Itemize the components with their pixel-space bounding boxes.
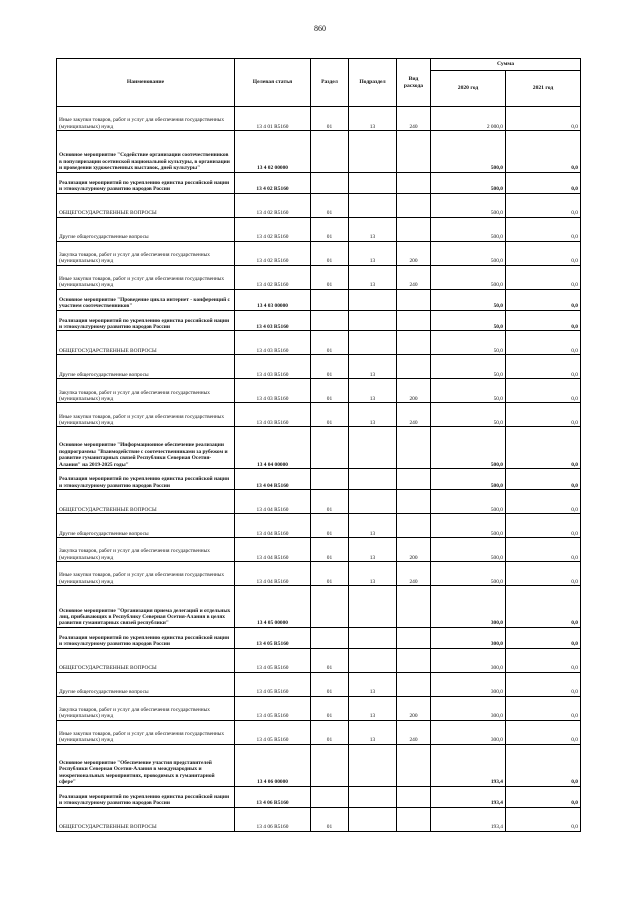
row-amount-2021: 0,0 bbox=[506, 331, 581, 355]
row-section bbox=[311, 131, 349, 173]
row-code: 13 4 04 00000 bbox=[235, 427, 311, 469]
row-expense-type: 240 bbox=[397, 720, 431, 744]
row-expense-type: 200 bbox=[397, 538, 431, 562]
row-section bbox=[311, 744, 349, 786]
row-name: Другие общегосударственные вопросы bbox=[57, 514, 235, 538]
row-amount-2020: 300,0 bbox=[431, 672, 506, 696]
header-section: Раздел bbox=[311, 59, 349, 107]
row-amount-2021: 0,0 bbox=[506, 586, 581, 628]
row-amount-2020: 300,0 bbox=[431, 648, 506, 672]
row-section: 01 bbox=[311, 331, 349, 355]
row-amount-2021: 0,0 bbox=[506, 562, 581, 586]
table-row bbox=[57, 490, 581, 514]
row-amount-2020: 500,0 bbox=[431, 172, 506, 193]
table-row bbox=[57, 720, 581, 744]
row-subsection: 13 bbox=[349, 241, 397, 265]
row-subsection bbox=[349, 807, 397, 831]
row-subsection bbox=[349, 131, 397, 173]
row-expense-type bbox=[397, 355, 431, 379]
row-code: 13 4 02 R5160 bbox=[235, 193, 311, 217]
row-amount-2020: 193,4 bbox=[431, 744, 506, 786]
table-header bbox=[57, 59, 581, 107]
row-amount-2021: 0,0 bbox=[506, 241, 581, 265]
row-subsection bbox=[349, 786, 397, 807]
row-section: 01 bbox=[311, 720, 349, 744]
row-code: 13 4 05 R5160 bbox=[235, 696, 311, 720]
row-section: 01 bbox=[311, 217, 349, 241]
row-code: 13 4 02 00000 bbox=[235, 131, 311, 173]
row-amount-2020: 193,4 bbox=[431, 807, 506, 831]
table-row bbox=[57, 562, 581, 586]
row-amount-2021: 0,0 bbox=[506, 538, 581, 562]
row-section: 01 bbox=[311, 562, 349, 586]
row-code: 13 4 02 R5160 bbox=[235, 217, 311, 241]
row-amount-2021: 0,0 bbox=[506, 265, 581, 289]
row-name: Закупка товаров, работ и услуг для обеспечения государственных (муниципальных) нужд bbox=[57, 379, 235, 403]
row-amount-2020: 500,0 bbox=[431, 490, 506, 514]
row-subsection bbox=[349, 586, 397, 628]
row-amount-2021: 0,0 bbox=[506, 172, 581, 193]
row-name: Иные закупки товаров, работ и услуг для обеспечения государственных (муниципальных) нужд bbox=[57, 265, 235, 289]
row-subsection: 13 bbox=[349, 355, 397, 379]
row-subsection: 13 bbox=[349, 672, 397, 696]
table-row bbox=[57, 696, 581, 720]
table-row bbox=[57, 403, 581, 427]
row-name: Реализация мероприятий по укреплению единства российской нации и этнокультурному развитию народов России bbox=[57, 627, 235, 648]
header-name: Наименование bbox=[57, 59, 235, 107]
table-row bbox=[57, 514, 581, 538]
row-code: 13 4 05 R5160 bbox=[235, 672, 311, 696]
row-code: 13 4 06 R5160 bbox=[235, 786, 311, 807]
row-subsection: 13 bbox=[349, 538, 397, 562]
row-name: ОБЩЕГОСУДАРСТВЕННЫЕ ВОПРОСЫ bbox=[57, 490, 235, 514]
row-section: 01 bbox=[311, 241, 349, 265]
row-subsection: 13 bbox=[349, 265, 397, 289]
row-amount-2020: 50,0 bbox=[431, 379, 506, 403]
table-row bbox=[57, 469, 581, 490]
row-amount-2020: 50,0 bbox=[431, 331, 506, 355]
table-body bbox=[57, 107, 581, 832]
row-amount-2021: 0,0 bbox=[506, 131, 581, 173]
row-section: 01 bbox=[311, 648, 349, 672]
budget-table bbox=[56, 58, 581, 832]
row-subsection bbox=[349, 193, 397, 217]
table-row bbox=[57, 538, 581, 562]
header-year-2020: 2020 год bbox=[431, 71, 506, 107]
row-code: 13 4 04 R5160 bbox=[235, 562, 311, 586]
row-amount-2020: 500,0 bbox=[431, 217, 506, 241]
row-expense-type bbox=[397, 514, 431, 538]
row-code: 13 4 05 R5160 bbox=[235, 720, 311, 744]
row-name: Другие общегосударственные вопросы bbox=[57, 217, 235, 241]
row-amount-2021: 0,0 bbox=[506, 490, 581, 514]
row-section: 01 bbox=[311, 672, 349, 696]
row-expense-type bbox=[397, 490, 431, 514]
table-row bbox=[57, 310, 581, 331]
row-code: 13 4 02 R5160 bbox=[235, 172, 311, 193]
row-subsection: 13 bbox=[349, 107, 397, 131]
row-subsection: 13 bbox=[349, 562, 397, 586]
row-amount-2021: 0,0 bbox=[506, 627, 581, 648]
row-section: 01 bbox=[311, 403, 349, 427]
row-expense-type: 200 bbox=[397, 379, 431, 403]
row-amount-2020: 50,0 bbox=[431, 289, 506, 310]
row-amount-2020: 500,0 bbox=[431, 131, 506, 173]
row-amount-2020: 300,0 bbox=[431, 586, 506, 628]
row-expense-type: 240 bbox=[397, 107, 431, 131]
row-name: ОБЩЕГОСУДАРСТВЕННЫЕ ВОПРОСЫ bbox=[57, 648, 235, 672]
row-subsection: 13 bbox=[349, 379, 397, 403]
row-amount-2021: 0,0 bbox=[506, 514, 581, 538]
row-section: 01 bbox=[311, 355, 349, 379]
row-section bbox=[311, 172, 349, 193]
row-amount-2021: 0,0 bbox=[506, 786, 581, 807]
row-amount-2021: 0,0 bbox=[506, 107, 581, 131]
header-year-2021: 2021 год bbox=[506, 71, 581, 107]
row-name: ОБЩЕГОСУДАРСТВЕННЫЕ ВОПРОСЫ bbox=[57, 331, 235, 355]
table-row bbox=[57, 241, 581, 265]
row-amount-2020: 50,0 bbox=[431, 310, 506, 331]
row-name: Иные закупки товаров, работ и услуг для обеспечения государственных (муниципальных) нужд bbox=[57, 720, 235, 744]
row-code: 13 4 03 R5160 bbox=[235, 331, 311, 355]
row-amount-2020: 500,0 bbox=[431, 469, 506, 490]
row-amount-2020: 500,0 bbox=[431, 265, 506, 289]
table-row bbox=[57, 193, 581, 217]
row-code: 13 4 04 R5160 bbox=[235, 538, 311, 562]
table-row bbox=[57, 744, 581, 786]
row-amount-2021: 0,0 bbox=[506, 427, 581, 469]
row-code: 13 4 03 R5160 bbox=[235, 379, 311, 403]
row-section: 01 bbox=[311, 514, 349, 538]
row-code: 13 4 06 R5160 bbox=[235, 807, 311, 831]
row-code: 13 4 03 R5160 bbox=[235, 355, 311, 379]
row-expense-type bbox=[397, 648, 431, 672]
row-name: Основное мероприятие "Содействие организации соотечественников в популяризации осетинской национальной культуры, в организации и проведении художественных выставок, дней культуры" bbox=[57, 131, 235, 173]
row-amount-2020: 50,0 bbox=[431, 403, 506, 427]
table-row bbox=[57, 786, 581, 807]
table-row bbox=[57, 672, 581, 696]
row-code: 13 4 03 R5160 bbox=[235, 403, 311, 427]
row-section: 01 bbox=[311, 107, 349, 131]
row-expense-type bbox=[397, 744, 431, 786]
row-code: 13 4 03 00000 bbox=[235, 289, 311, 310]
table-row bbox=[57, 627, 581, 648]
row-expense-type bbox=[397, 310, 431, 331]
row-name: Закупка товаров, работ и услуг для обеспечения государственных (муниципальных) нужд bbox=[57, 538, 235, 562]
row-name: Закупка товаров, работ и услуг для обеспечения государственных (муниципальных) нужд bbox=[57, 241, 235, 265]
row-amount-2021: 0,0 bbox=[506, 379, 581, 403]
row-amount-2021: 0,0 bbox=[506, 720, 581, 744]
row-name: Иные закупки товаров, работ и услуг для обеспечения государственных (муниципальных) нужд bbox=[57, 107, 235, 131]
row-code: 13 4 04 R5160 bbox=[235, 469, 311, 490]
row-expense-type bbox=[397, 217, 431, 241]
row-amount-2021: 0,0 bbox=[506, 672, 581, 696]
table-row bbox=[57, 427, 581, 469]
row-expense-type bbox=[397, 586, 431, 628]
row-amount-2020: 300,0 bbox=[431, 696, 506, 720]
row-code: 13 4 06 00000 bbox=[235, 744, 311, 786]
row-section bbox=[311, 310, 349, 331]
row-name: Другие общегосударственные вопросы bbox=[57, 355, 235, 379]
row-section bbox=[311, 289, 349, 310]
row-name: Реализация мероприятий по укреплению единства российской нации и этнокультурному развитию народов России bbox=[57, 786, 235, 807]
header-subsection: Подраздел bbox=[349, 59, 397, 107]
row-name: Иные закупки товаров, работ и услуг для обеспечения государственных (муниципальных) нужд bbox=[57, 403, 235, 427]
row-name: Основное мероприятие "Проведение цикла интернет - конференций с участием соотечественников" bbox=[57, 289, 235, 310]
row-code: 13 4 04 R5160 bbox=[235, 514, 311, 538]
row-amount-2020: 300,0 bbox=[431, 720, 506, 744]
row-name: Реализация мероприятий по укреплению единства российской нации и этнокультурному развитию народов России bbox=[57, 172, 235, 193]
row-amount-2021: 0,0 bbox=[506, 310, 581, 331]
row-expense-type: 200 bbox=[397, 241, 431, 265]
row-code: 13 4 02 R5160 bbox=[235, 241, 311, 265]
row-subsection bbox=[349, 427, 397, 469]
header-code: Целевая статья bbox=[235, 59, 311, 107]
table-row bbox=[57, 807, 581, 831]
table-row bbox=[57, 586, 581, 628]
row-subsection bbox=[349, 627, 397, 648]
row-amount-2021: 0,0 bbox=[506, 648, 581, 672]
row-code: 13 4 03 R5160 bbox=[235, 310, 311, 331]
row-section bbox=[311, 586, 349, 628]
row-expense-type bbox=[397, 331, 431, 355]
row-section: 01 bbox=[311, 538, 349, 562]
row-subsection bbox=[349, 289, 397, 310]
row-section: 01 bbox=[311, 193, 349, 217]
row-subsection: 13 bbox=[349, 720, 397, 744]
table-row bbox=[57, 331, 581, 355]
row-expense-type: 240 bbox=[397, 403, 431, 427]
row-subsection bbox=[349, 490, 397, 514]
row-name: Закупка товаров, работ и услуг для обеспечения государственных (муниципальных) нужд bbox=[57, 696, 235, 720]
row-expense-type: 200 bbox=[397, 696, 431, 720]
table-row bbox=[57, 217, 581, 241]
row-expense-type bbox=[397, 193, 431, 217]
table-row bbox=[57, 172, 581, 193]
row-expense-type bbox=[397, 172, 431, 193]
row-expense-type bbox=[397, 672, 431, 696]
row-subsection: 13 bbox=[349, 217, 397, 241]
row-amount-2021: 0,0 bbox=[506, 807, 581, 831]
row-expense-type bbox=[397, 627, 431, 648]
row-subsection: 13 bbox=[349, 403, 397, 427]
row-amount-2021: 0,0 bbox=[506, 193, 581, 217]
row-name: ОБЩЕГОСУДАРСТВЕННЫЕ ВОПРОСЫ bbox=[57, 807, 235, 831]
row-subsection bbox=[349, 331, 397, 355]
header-expense-type: Вид расхода bbox=[397, 59, 431, 107]
row-name: Основное мероприятие "Информационное обеспечение реализации подпрограммы "Взаимодействие с соотечественниками за рубежом и развитие гуманитарных связей Республики Северная Осетия-Алания" на 2019-2025 годы" bbox=[57, 427, 235, 469]
row-expense-type: 240 bbox=[397, 265, 431, 289]
row-amount-2021: 0,0 bbox=[506, 217, 581, 241]
row-code: 13 4 05 00000 bbox=[235, 586, 311, 628]
row-expense-type bbox=[397, 131, 431, 173]
row-code: 13 4 05 R5160 bbox=[235, 648, 311, 672]
row-name: Основное мероприятие "Обеспечение участия представителей Республики Северная Осетия-Алания в международных и межрегиональных мероприятиях, проводимых в гуманитарной сфере" bbox=[57, 744, 235, 786]
table-row bbox=[57, 131, 581, 173]
table-row bbox=[57, 265, 581, 289]
table-row bbox=[57, 379, 581, 403]
page-number: 860 bbox=[314, 24, 326, 33]
row-amount-2020: 500,0 bbox=[431, 241, 506, 265]
row-amount-2020: 2 000,0 bbox=[431, 107, 506, 131]
row-amount-2020: 300,0 bbox=[431, 627, 506, 648]
row-expense-type bbox=[397, 786, 431, 807]
row-section: 01 bbox=[311, 490, 349, 514]
row-amount-2021: 0,0 bbox=[506, 696, 581, 720]
row-expense-type: 240 bbox=[397, 562, 431, 586]
row-section bbox=[311, 627, 349, 648]
row-expense-type bbox=[397, 807, 431, 831]
row-name: Другие общегосударственные вопросы bbox=[57, 672, 235, 696]
row-expense-type bbox=[397, 427, 431, 469]
row-name: Реализация мероприятий по укреплению единства российской нации и этнокультурному развитию народов России bbox=[57, 469, 235, 490]
row-code: 13 4 02 R5160 bbox=[235, 265, 311, 289]
row-expense-type bbox=[397, 469, 431, 490]
row-section bbox=[311, 469, 349, 490]
row-subsection bbox=[349, 172, 397, 193]
row-code: 13 4 01 R5160 bbox=[235, 107, 311, 131]
row-section bbox=[311, 427, 349, 469]
row-amount-2020: 500,0 bbox=[431, 427, 506, 469]
row-amount-2021: 0,0 bbox=[506, 469, 581, 490]
row-amount-2021: 0,0 bbox=[506, 744, 581, 786]
row-name: Реализация мероприятий по укреплению единства российской нации и этнокультурному развитию народов России bbox=[57, 310, 235, 331]
row-section: 01 bbox=[311, 265, 349, 289]
row-amount-2020: 500,0 bbox=[431, 514, 506, 538]
row-code: 13 4 05 R5160 bbox=[235, 627, 311, 648]
row-name: Основное мероприятие "Организация приема делегаций и отдельных лиц, прибывающих в Республику Северная Осетия-Алания в целях развития гуманитарных связей республики" bbox=[57, 586, 235, 628]
table-row bbox=[57, 107, 581, 131]
row-name: Иные закупки товаров, работ и услуг для обеспечения государственных (муниципальных) нужд bbox=[57, 562, 235, 586]
row-amount-2020: 50,0 bbox=[431, 355, 506, 379]
row-amount-2020: 500,0 bbox=[431, 538, 506, 562]
row-amount-2020: 193,4 bbox=[431, 786, 506, 807]
row-section: 01 bbox=[311, 696, 349, 720]
row-amount-2021: 0,0 bbox=[506, 355, 581, 379]
row-section: 01 bbox=[311, 807, 349, 831]
header-sum: Сумма bbox=[431, 59, 581, 71]
row-name: ОБЩЕГОСУДАРСТВЕННЫЕ ВОПРОСЫ bbox=[57, 193, 235, 217]
table-row bbox=[57, 289, 581, 310]
row-expense-type bbox=[397, 289, 431, 310]
table-row bbox=[57, 648, 581, 672]
row-amount-2020: 500,0 bbox=[431, 562, 506, 586]
row-code: 13 4 04 R5160 bbox=[235, 490, 311, 514]
row-subsection bbox=[349, 469, 397, 490]
row-subsection bbox=[349, 310, 397, 331]
row-subsection bbox=[349, 744, 397, 786]
row-amount-2020: 500,0 bbox=[431, 193, 506, 217]
row-amount-2021: 0,0 bbox=[506, 289, 581, 310]
row-section: 01 bbox=[311, 379, 349, 403]
row-subsection: 13 bbox=[349, 514, 397, 538]
row-subsection: 13 bbox=[349, 696, 397, 720]
row-subsection bbox=[349, 648, 397, 672]
row-section bbox=[311, 786, 349, 807]
table-row bbox=[57, 355, 581, 379]
row-amount-2021: 0,0 bbox=[506, 403, 581, 427]
